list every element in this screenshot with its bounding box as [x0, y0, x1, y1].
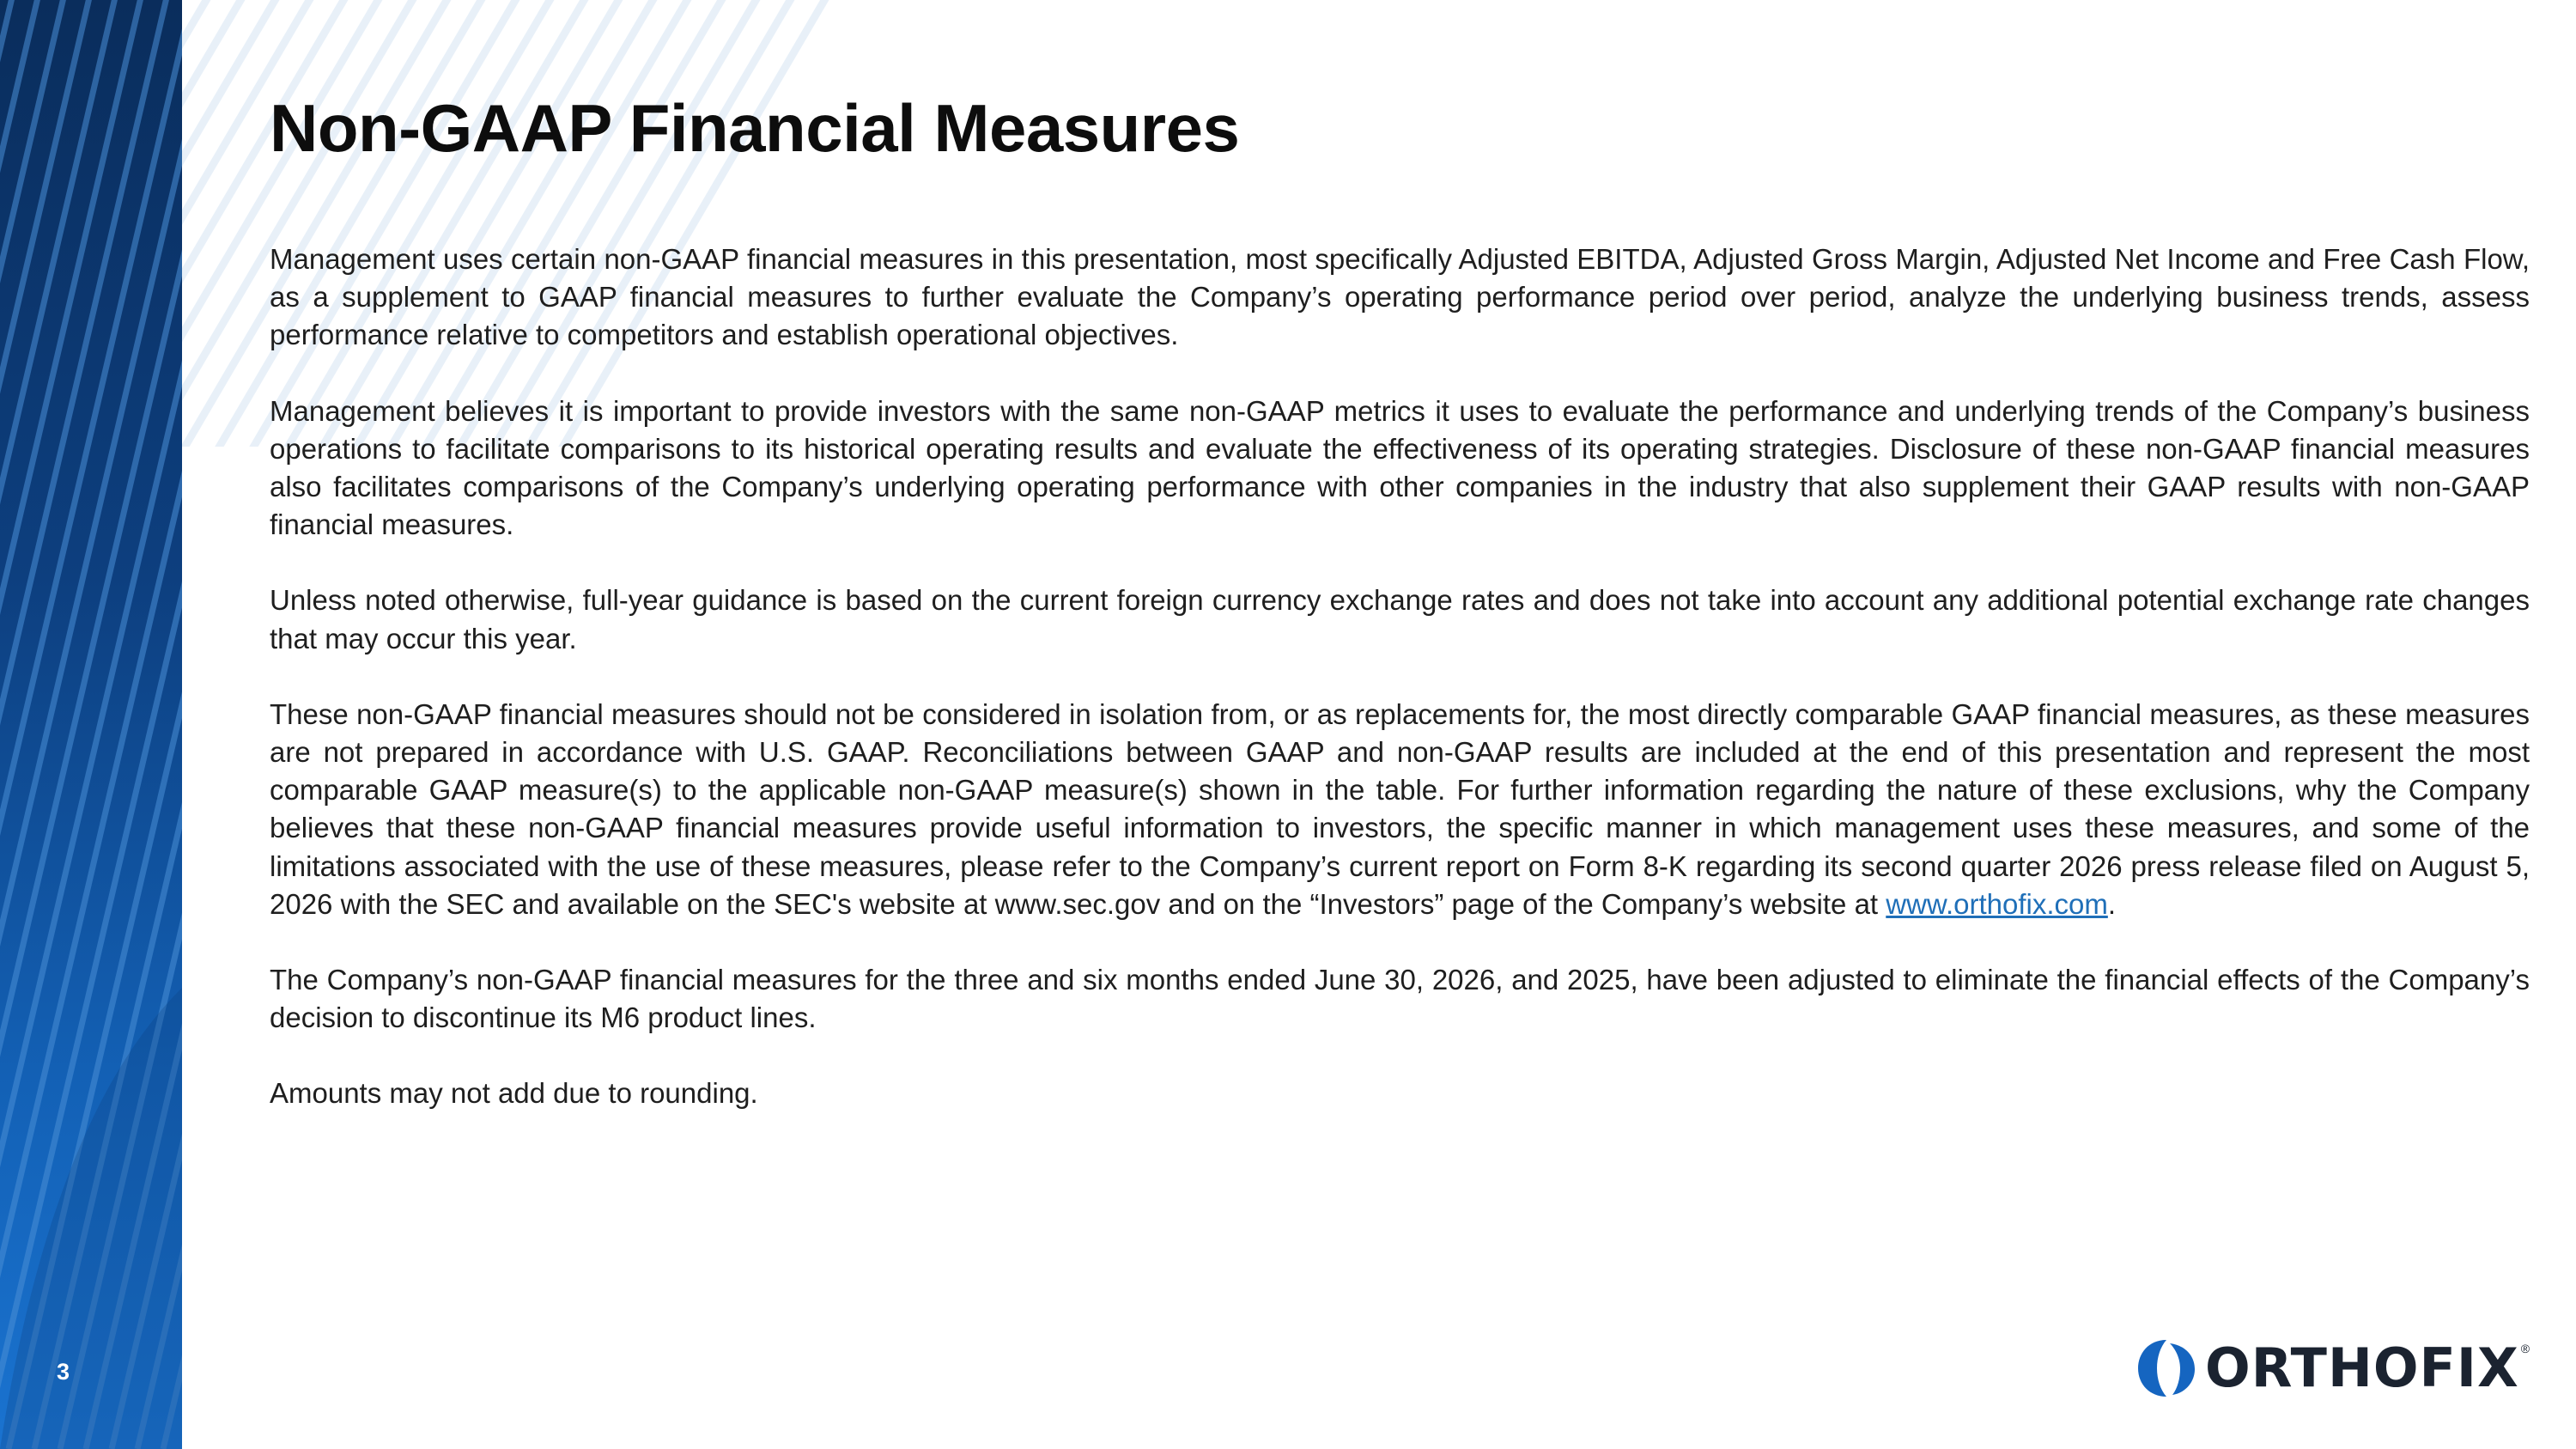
sidebar-stripes: [0, 0, 182, 1449]
paragraph-reconciliation: [270, 696, 2530, 923]
orthofix-logo: [2135, 1336, 2530, 1400]
reconciliation-text: These non-GAAP financial measures should not be considered in isolation from, or as replacements for, the most directly comparable GAAP financial measures, as these measures are not prepared in accordance with U.S. GAAP. Reconciliations between GAAP and non-GAAP results are included at the end of this presentation and represent the most comparable GAAP measure(s) to the applicable non-GAAP measure(s) shown in the table. For further information regarding the nature of these exclusions, why the Company believes that these non-GAAP financial measures provide useful information to investors, the specific manner in which management uses these measures, and some of the limitations associated with the use of these measures, please refer to the Company’s current report on Form 8-K regarding its second quarter 2026 press release filed on August 5, 2026 with the SEC and available on the SEC's website at www.sec.gov and on the “Investors” page of the Company’s website at: [270, 697, 2530, 920]
orthofix-website-link[interactable]: www.orthofix.com: [1886, 887, 2108, 920]
paragraph-investors: Management believes it is important to provide investors with the same non-GAAP metrics it uses to evaluate the performance and underlying trends of the Company’s business operations to facilitate comparisons to its historical operating results and evaluate the effectiveness of its operating strategies. Disclosure of these non-GAAP financial measures also facilitates comparisons of the Company’s underlying operating performance with other companies in the industry that also supplement their GAAP results with non-GAAP financial measures.: [270, 394, 2530, 541]
registered-mark: ®: [2520, 1342, 2530, 1355]
decorative-sidebar: [0, 0, 182, 1449]
paragraph-m6-adjustment: The Company’s non-GAAP financial measures for the three and six months ended June 30, 2026, and 2025, have been adjusted to eliminate the financial effects of the Company’s decision to discontinue its M6 product lines.: [270, 964, 2530, 1034]
orthofix-wordmark: ORTHOFIX: [2205, 1336, 2519, 1399]
paragraph-purpose: Management uses certain non-GAAP financial measures in this presentation, most specifically Adjusted EBITDA, Adjusted Gross Margin, Adjusted Net Income and Free Cash Flow, as a supplement to GAAP financial measures to further evaluate the Company’s operating performance period over period, analyze the underlying business trends, assess performance relative to competitors and establish operational objectives.: [270, 243, 2530, 351]
body-text: [270, 240, 2530, 1151]
page-number: 3: [57, 1359, 70, 1385]
page-title: Non-GAAP Financial Measures: [270, 90, 1240, 166]
paragraph-rounding: Amounts may not add due to rounding.: [270, 1077, 758, 1110]
paragraph-guidance: Unless noted otherwise, full-year guidance is based on the current foreign currency exchange rates and does not take into account any additional potential exchange rate changes that may occur this year.: [270, 584, 2530, 654]
orthofix-logo-icon: [2135, 1336, 2198, 1400]
link-trailing-period: .: [2107, 887, 2117, 920]
